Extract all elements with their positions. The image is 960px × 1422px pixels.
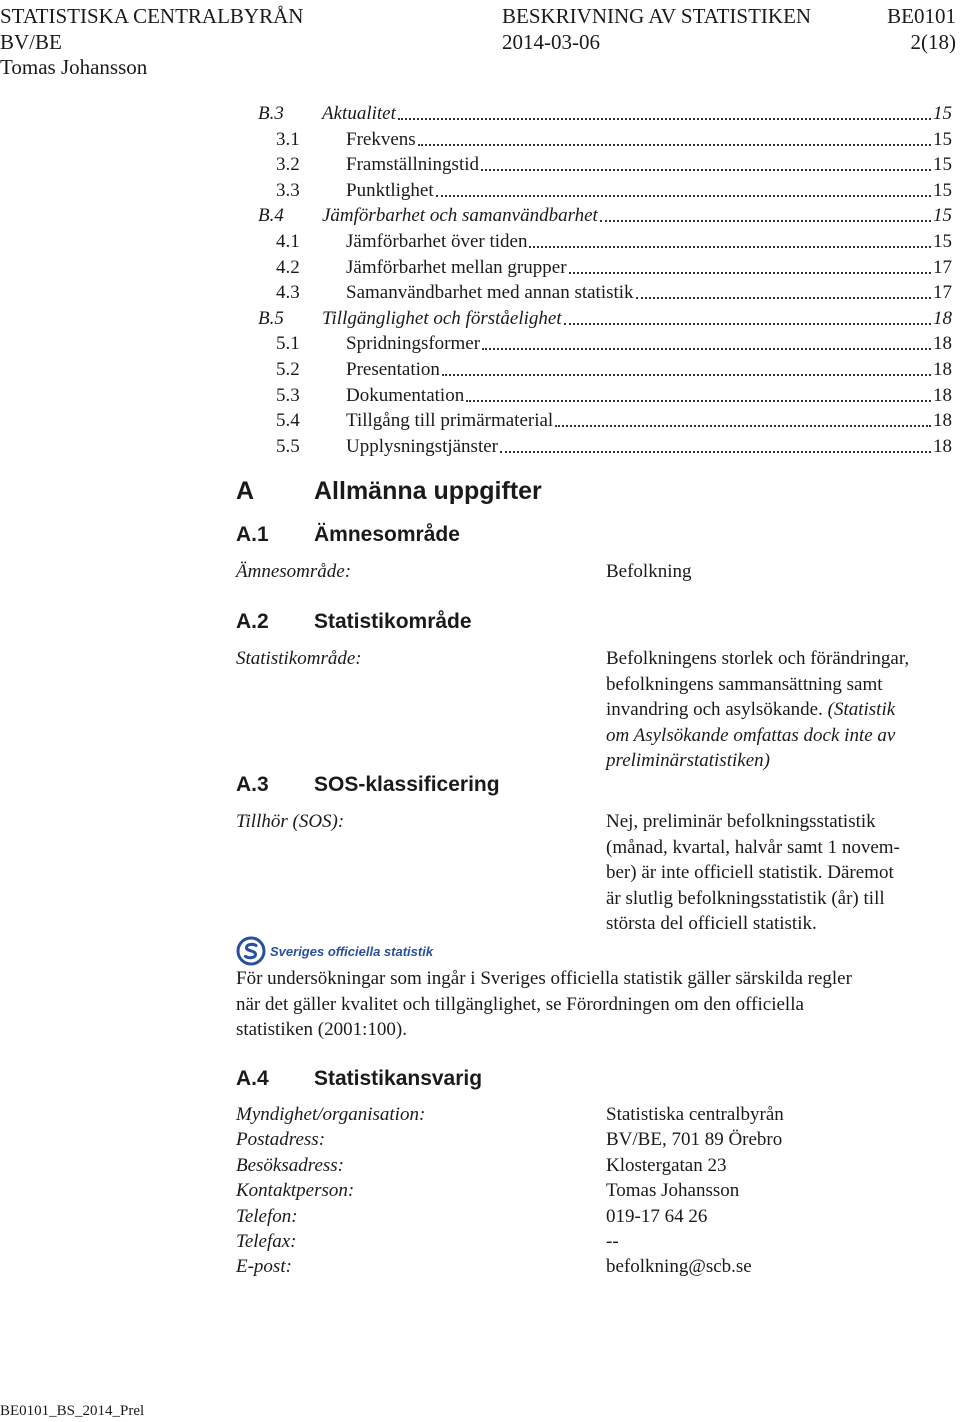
- footer-file-name: BE0101_BS_2014_Prel: [0, 1403, 145, 1419]
- a2-italic-inline: (Statistik: [827, 699, 896, 720]
- toc-entry-title: Punktlighet: [346, 179, 434, 201]
- sos-note-line-2: när det gäller kvalitet och tillgänglighet, se Förordningen om den officiella: [236, 993, 804, 1015]
- toc-entry-number: B.4: [258, 205, 284, 227]
- a2-title: Statistikområde: [314, 610, 472, 633]
- toc-entry-number: 3.1: [276, 128, 300, 150]
- toc-entry[interactable]: [0, 357, 960, 382]
- toc-entry-page: 15: [933, 231, 952, 252]
- header-author: Tomas Johansson: [0, 55, 148, 79]
- toc-entry-page: 18: [933, 410, 952, 432]
- header-page-number: 2(18): [910, 30, 956, 54]
- toc-entry-number: 5.5: [276, 435, 300, 457]
- toc-dot-leader: [500, 450, 931, 453]
- contact-value: Klostergatan 23: [606, 1154, 727, 1176]
- a2-number: A.2: [236, 610, 269, 633]
- toc-entry-title: Jämförbarhet mellan grupper: [346, 256, 567, 278]
- contact-label: Postadress:: [236, 1129, 326, 1151]
- toc-entry-page: 15: [933, 128, 952, 150]
- contact-label: Telefon:: [236, 1205, 298, 1227]
- toc-entry-title: Tillgång till primärmaterial: [346, 410, 554, 432]
- header-code: BE0101: [887, 4, 956, 28]
- toc-entry-title: Tillgänglighet och förståelighet: [322, 307, 562, 329]
- toc-entry-number: 3.3: [276, 179, 300, 201]
- toc-entry[interactable]: [0, 331, 960, 356]
- header-dept: BV/BE: [0, 30, 62, 54]
- a3-title: SOS-klassificering: [314, 773, 500, 796]
- sos-note-line-3: statistiken (2001:100).: [236, 1019, 407, 1040]
- toc-entry[interactable]: [0, 434, 960, 459]
- toc-entry-title: Upplysningstjänster: [346, 435, 498, 457]
- toc-dot-leader: [564, 322, 931, 325]
- contact-value: Statistiska centralbyrån: [606, 1104, 784, 1125]
- toc-dot-leader: [569, 271, 931, 274]
- toc-entry-page: 18: [933, 307, 952, 329]
- toc-entry[interactable]: [0, 408, 960, 433]
- toc-entry[interactable]: [0, 383, 960, 408]
- contact-label: Besöksadress:: [236, 1154, 344, 1176]
- a3-value-line-2: (månad, kvartal, halvår samt 1 novem-: [606, 836, 900, 858]
- a1-value: Befolkning: [606, 561, 692, 582]
- a3-value-line-1: Nej, preliminär befolkningsstatistik: [606, 811, 876, 832]
- toc-entry-number: B.5: [258, 307, 284, 329]
- a3-number: A.3: [236, 773, 269, 796]
- toc-entry[interactable]: [0, 127, 960, 152]
- header-date: 2014-03-06: [502, 30, 600, 54]
- a2-value-line-2: befolkningens sammansättning samt: [606, 673, 883, 695]
- toc-entry-page: 18: [933, 384, 952, 406]
- toc-entry-title: Jämförbarhet över tiden: [346, 231, 528, 252]
- contact-label: Myndighet/organisation:: [236, 1104, 426, 1125]
- toc-entry-title: Frekvens: [346, 128, 416, 150]
- a2-value-line-1: Befolkningens storlek och förändringar,: [606, 648, 910, 669]
- contact-label: E-post:: [236, 1256, 292, 1278]
- toc-entry-page: 18: [933, 333, 952, 355]
- toc-entry-title: Framställningstid: [346, 154, 479, 176]
- toc-entry-page: 15: [933, 205, 952, 227]
- toc-entry[interactable]: [0, 255, 960, 280]
- toc-dot-leader: [398, 117, 931, 120]
- a1-number: A.1: [236, 523, 269, 546]
- a3-value-line-4: är slutlig befolkningsstatistik (år) till: [606, 887, 885, 909]
- a1-title: Ämnesområde: [314, 523, 460, 546]
- toc-entry-page: 17: [933, 256, 952, 278]
- a2-label: Statistikområde:: [236, 648, 362, 669]
- toc-entry[interactable]: [0, 203, 960, 228]
- contact-value: 019-17 64 26: [606, 1205, 708, 1227]
- contact-value: BV/BE, 701 89 Örebro: [606, 1129, 783, 1151]
- toc-dot-leader: [481, 168, 931, 171]
- toc-dot-leader: [555, 424, 931, 427]
- sos-logo-icon: [236, 936, 266, 966]
- toc-entry[interactable]: [0, 178, 960, 203]
- toc-dot-leader: [636, 296, 931, 299]
- toc-entry-title: Samanvändbarhet med annan statistik: [346, 282, 634, 304]
- a3-value-line-5: största del officiell statistik.: [606, 913, 817, 934]
- toc-entry-page: 17: [933, 282, 952, 304]
- a3-label: Tillhör (SOS):: [236, 811, 345, 832]
- toc-entry-title: Spridningsformer: [346, 333, 481, 355]
- contact-value: --: [606, 1231, 619, 1252]
- section-a-title: Allmänna uppgifter: [314, 477, 542, 505]
- toc-entry-number: 5.4: [276, 410, 300, 432]
- a1-label: Ämnesområde:: [236, 561, 352, 582]
- contact-value: befolkning@scb.se: [606, 1256, 752, 1278]
- a2-italic-line-2: preliminärstatistiken): [606, 750, 770, 771]
- a4-number: A.4: [236, 1067, 269, 1090]
- toc-entry[interactable]: [0, 152, 960, 177]
- a3-value-line-3: ber) är inte officiell statistik. Däremot: [606, 862, 894, 883]
- toc-dot-leader: [482, 347, 931, 350]
- sos-logo-text: Sveriges officiella statistik: [270, 943, 434, 959]
- a4-title: Statistikansvarig: [314, 1067, 483, 1090]
- header-org: STATISTISKA CENTRALBYRÅN: [0, 4, 304, 28]
- toc-entry-number: 5.3: [276, 384, 300, 406]
- section-a-number: A: [236, 477, 255, 505]
- toc-entry-page: 18: [933, 435, 952, 457]
- toc-dot-leader: [436, 194, 931, 197]
- toc-dot-leader: [600, 219, 931, 222]
- toc-entry[interactable]: [0, 229, 960, 254]
- sos-note-line-1: För undersökningar som ingår i Sveriges officiella statistik gäller särskilda regler: [236, 968, 852, 989]
- toc-entry-title: Presentation: [346, 359, 440, 380]
- toc-entry-number: 4.2: [276, 256, 300, 278]
- a2-value-text: invandring och asylsökande.: [606, 699, 823, 720]
- toc-entry-number: B.3: [258, 103, 284, 124]
- toc-entry-title: Dokumentation: [346, 384, 465, 406]
- contact-label: Telefax:: [236, 1231, 297, 1252]
- toc-entry-number: 4.1: [276, 231, 300, 252]
- toc-entry[interactable]: [0, 101, 960, 126]
- toc-entry-page: 18: [933, 359, 952, 380]
- toc-entry-number: 5.2: [276, 359, 300, 380]
- toc-entry-number: 5.1: [276, 333, 300, 355]
- header-doc-type: BESKRIVNING AV STATISTIKEN: [502, 4, 812, 28]
- toc-entry-title: Jämförbarhet och samanvändbarhet: [322, 205, 598, 227]
- a2-italic-line-1: om Asylsökande omfattas dock inte av: [606, 724, 896, 746]
- toc-entry-page: 15: [933, 154, 952, 176]
- toc-entry-number: 4.3: [276, 282, 300, 304]
- toc-entry-page: 15: [933, 103, 952, 124]
- contact-label: Kontaktperson:: [236, 1180, 355, 1202]
- sos-logo: [236, 936, 433, 966]
- toc-entry[interactable]: [0, 280, 960, 305]
- toc-dot-leader: [418, 143, 931, 146]
- toc-entry-number: 3.2: [276, 154, 300, 176]
- toc-dot-leader: [529, 245, 931, 248]
- a2-value-line-3: [606, 697, 895, 723]
- contact-value: Tomas Johansson: [606, 1180, 740, 1202]
- toc-entry-title: Aktualitet: [322, 103, 396, 124]
- toc-dot-leader: [442, 373, 931, 376]
- toc-entry[interactable]: [0, 306, 960, 331]
- toc-dot-leader: [466, 399, 931, 402]
- toc-entry-page: 15: [933, 179, 952, 201]
